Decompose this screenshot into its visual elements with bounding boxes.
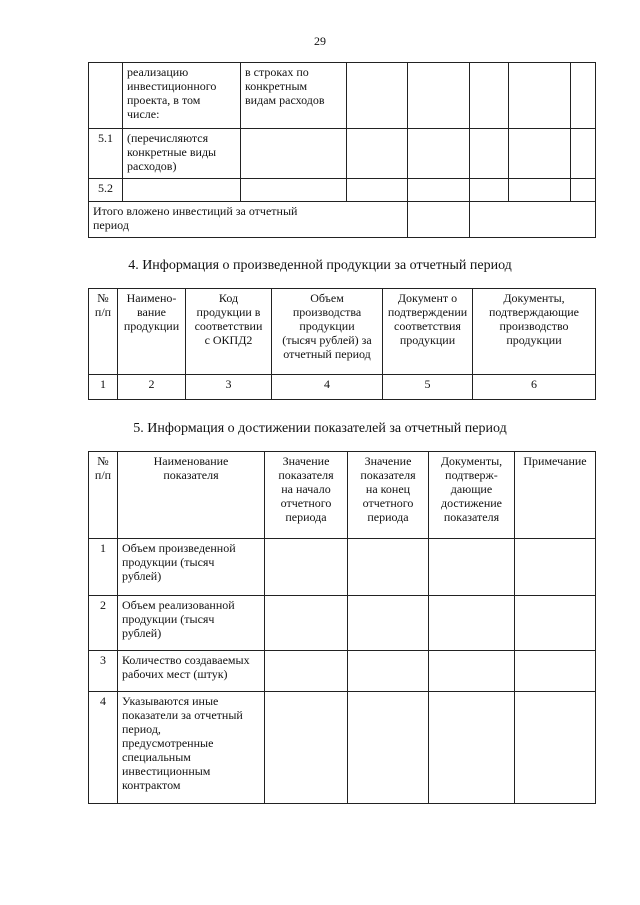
table-row (89, 596, 596, 651)
table-row (89, 539, 596, 596)
expense-note: в строках по конкретным видам расходов (241, 63, 347, 129)
row-number (89, 63, 123, 129)
cell (429, 692, 515, 804)
row-number: 5.2 (89, 179, 123, 202)
cell (429, 539, 515, 596)
column-header: Документы, подтверж- дающие достижение показателя (429, 452, 515, 539)
column-number: 6 (473, 375, 596, 400)
cell (348, 692, 429, 804)
indicator-name: Объем реализованной продукции (тысяч рублей) (118, 596, 265, 651)
cell (347, 129, 408, 179)
column-header: Значение показателя на начало отчетного периода (265, 452, 348, 539)
cell (265, 651, 348, 692)
column-header: Значение показателя на конец отчетного периода (348, 452, 429, 539)
indicators-table (88, 451, 596, 804)
table-header-row (89, 452, 596, 539)
table-header-row (89, 289, 596, 375)
row-number: 4 (89, 692, 118, 804)
cell (571, 179, 596, 202)
table-row (89, 129, 596, 179)
column-header: № п/п (89, 452, 118, 539)
column-header: Документ о подтверждении соответствия продукции (383, 289, 473, 375)
cell (408, 179, 470, 202)
page-number: 29 (314, 34, 326, 48)
cell (509, 63, 571, 129)
total-label: Итого вложено инвестиций за отчетный период (89, 202, 408, 238)
cell (408, 63, 470, 129)
cell (265, 596, 348, 651)
investments-table (88, 62, 596, 238)
table-row (89, 651, 596, 692)
column-header: № п/п (89, 289, 118, 375)
column-header: Примечание (515, 452, 596, 539)
cell (571, 129, 596, 179)
cell (348, 596, 429, 651)
cell (429, 596, 515, 651)
cell (470, 129, 509, 179)
table-row (89, 202, 596, 238)
column-header: Наименование показателя (118, 452, 265, 539)
table-row (89, 63, 596, 129)
row-number: 5.1 (89, 129, 123, 179)
expense-note (241, 179, 347, 202)
indicator-name: Количество создаваемых рабочих мест (штук) (118, 651, 265, 692)
cell (515, 539, 596, 596)
cell (470, 179, 509, 202)
cell (470, 202, 596, 238)
row-number: 1 (89, 539, 118, 596)
column-number: 4 (272, 375, 383, 400)
cell (515, 596, 596, 651)
expense-note (241, 129, 347, 179)
table-row (89, 179, 596, 202)
cell (470, 63, 509, 129)
expense-name (123, 179, 241, 202)
expense-name: реализацию инвестиционного проекта, в том числе: (123, 63, 241, 129)
cell (509, 129, 571, 179)
cell (571, 63, 596, 129)
column-header: Объем производства продукции (тысяч рублей) за отчетный период (272, 289, 383, 375)
indicator-name: Указываются иные показатели за отчетный период, предусмотренные специальным инвестиционным контрактом (118, 692, 265, 804)
products-table (88, 288, 596, 400)
column-header: Документы, подтверждающие производство продукции (473, 289, 596, 375)
cell (515, 651, 596, 692)
column-header: Наимено- вание продукции (118, 289, 186, 375)
section-5-title: 5. Информация о достижении показателей за отчетный период (133, 421, 507, 436)
cell (408, 202, 470, 238)
cell (348, 651, 429, 692)
cell (265, 539, 348, 596)
table-row (89, 692, 596, 804)
row-number: 2 (89, 596, 118, 651)
column-number: 5 (383, 375, 473, 400)
column-number-row (89, 375, 596, 400)
cell (347, 179, 408, 202)
column-number: 3 (186, 375, 272, 400)
expense-name: (перечисляются конкретные виды расходов) (123, 129, 241, 179)
indicator-name: Объем произведенной продукции (тысяч рублей) (118, 539, 265, 596)
column-number: 2 (118, 375, 186, 400)
section-4-title: 4. Информация о произведенной продукции за отчетный период (128, 258, 512, 273)
row-number: 3 (89, 651, 118, 692)
cell (347, 63, 408, 129)
cell (515, 692, 596, 804)
column-number: 1 (89, 375, 118, 400)
cell (408, 129, 470, 179)
cell (265, 692, 348, 804)
cell (348, 539, 429, 596)
column-header: Код продукции в соответствии с ОКПД2 (186, 289, 272, 375)
cell (429, 651, 515, 692)
cell (509, 179, 571, 202)
